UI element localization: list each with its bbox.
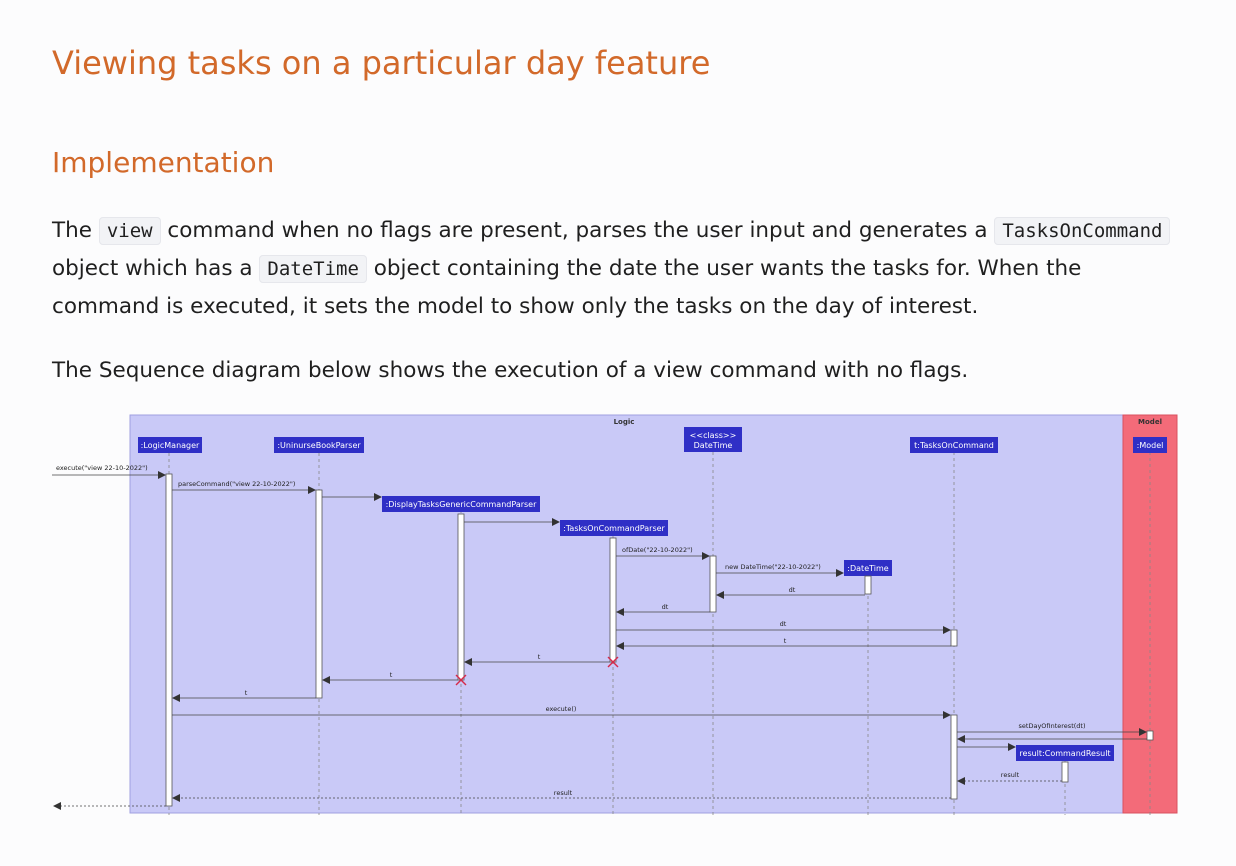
msg-t-return: t bbox=[537, 653, 541, 661]
msg-of-date: ofDate("22-10-2022") bbox=[622, 546, 693, 554]
code-tasksoncommand: TasksOnCommand bbox=[994, 217, 1170, 245]
msg-new-datetime: new DateTime("22-10-2022") bbox=[725, 563, 821, 571]
msg-set-day-of-interest: setDayOfInterest(dt) bbox=[1018, 722, 1086, 730]
logic-frame bbox=[130, 415, 1123, 813]
page-title: Viewing tasks on a particular day feature bbox=[52, 44, 711, 82]
sequence-diagram-svg bbox=[52, 410, 1182, 820]
section-title: Implementation bbox=[52, 146, 275, 179]
msg-parse-command: parseCommand("view 22-10-2022") bbox=[178, 480, 296, 488]
model-frame-label: Model bbox=[1138, 418, 1162, 426]
msg-t-return: t bbox=[244, 689, 248, 697]
implementation-paragraph bbox=[52, 212, 1192, 326]
diagram-intro-paragraph: The Sequence diagram below shows the execution of a view command with no flags. bbox=[52, 358, 969, 383]
participant-datetime-class: DateTime bbox=[693, 441, 733, 450]
msg-t-return: t bbox=[389, 671, 393, 679]
code-datetime: DateTime bbox=[259, 255, 367, 283]
text-span: command when no flags are present, parses the user input and generates a bbox=[160, 218, 995, 243]
participant-parser: :UninurseBookParser bbox=[277, 441, 361, 450]
text-span: object containing the date the user wants the tasks for. When the command is executed, it sets the model to show only the tasks on the day of interest. bbox=[52, 256, 1082, 319]
participant-tasks-parser: :TasksOnCommandParser bbox=[563, 524, 665, 533]
msg-execute: execute() bbox=[545, 705, 577, 713]
code-view: view bbox=[99, 217, 161, 245]
msg-t-return: t bbox=[783, 637, 787, 645]
msg-dt-return: dt bbox=[788, 586, 796, 594]
logic-frame-label: Logic bbox=[613, 418, 635, 426]
participant-datetime-stereotype: <<class>> bbox=[689, 431, 737, 440]
text-span: object which has a bbox=[52, 256, 260, 281]
sequence-diagram bbox=[52, 410, 1182, 820]
msg-execute-view: execute("view 22-10-2022") bbox=[56, 464, 148, 472]
participant-command-result: result:CommandResult bbox=[1019, 749, 1111, 758]
participant-model: :Model bbox=[1136, 441, 1164, 450]
msg-dt-return: dt bbox=[661, 603, 669, 611]
msg-result-return: result bbox=[1000, 771, 1020, 779]
msg-result-return: result bbox=[553, 789, 573, 797]
participant-logic-manager: :LogicManager bbox=[140, 441, 200, 450]
participant-generic-parser: :DisplayTasksGenericCommandParser bbox=[385, 500, 537, 509]
msg-dt-arg: dt bbox=[779, 620, 787, 628]
text-span: The bbox=[52, 218, 99, 243]
participant-datetime-object: :DateTime bbox=[847, 564, 889, 573]
participant-tasks-command: t:TasksOnCommand bbox=[914, 441, 994, 450]
